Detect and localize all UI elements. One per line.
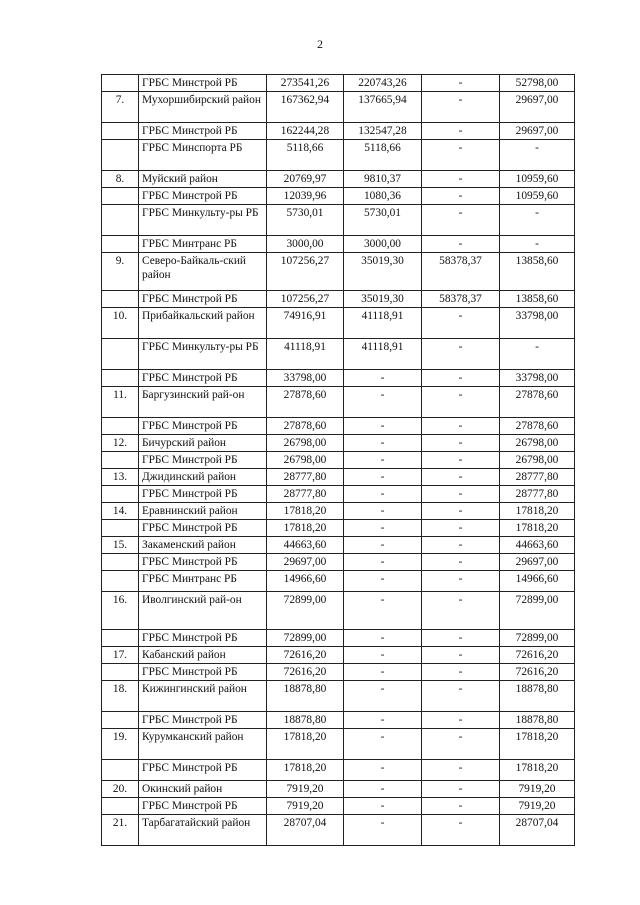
amount-col2-cell: -	[344, 537, 422, 554]
entity-name-cell: Тарбагатайский район	[139, 815, 267, 846]
entity-name-cell: ГРБС Минстрой РБ	[139, 123, 267, 140]
total-amount-cell: 41118,91	[267, 339, 344, 370]
table-row	[102, 435, 575, 452]
amount-col2-cell: -	[344, 520, 422, 537]
total-amount-cell: 107256,27	[267, 253, 344, 291]
table-row	[102, 729, 575, 760]
amount-col4-cell: 28777,80	[500, 486, 575, 503]
amount-col2-cell: -	[344, 592, 422, 630]
amount-col2-cell: -	[344, 781, 422, 798]
table-row	[102, 75, 575, 92]
amount-col2-cell: -	[344, 729, 422, 760]
row-number-cell	[102, 664, 139, 681]
total-amount-cell: 72616,20	[267, 647, 344, 664]
row-number-cell: 17.	[102, 647, 139, 664]
amount-col4-cell: 33798,00	[500, 370, 575, 387]
row-number-cell	[102, 291, 139, 308]
entity-name-cell: ГРБС Минстрой РБ	[139, 798, 267, 815]
amount-col4-cell: 72899,00	[500, 630, 575, 647]
row-number-cell	[102, 798, 139, 815]
amount-col2-cell: -	[344, 554, 422, 571]
amount-col3-cell: -	[422, 520, 500, 537]
amount-col2-cell: 35019,30	[344, 291, 422, 308]
table-row	[102, 815, 575, 846]
amount-col3-cell: -	[422, 308, 500, 339]
amount-col2-cell: -	[344, 664, 422, 681]
row-number-cell: 20.	[102, 781, 139, 798]
amount-col4-cell: 28707,04	[500, 815, 575, 846]
total-amount-cell: 7919,20	[267, 781, 344, 798]
amount-col2-cell: -	[344, 712, 422, 729]
amount-col3-cell: -	[422, 554, 500, 571]
amount-col3-cell: -	[422, 387, 500, 418]
table-row	[102, 664, 575, 681]
row-number-cell: 14.	[102, 503, 139, 520]
amount-col4-cell: 28777,80	[500, 469, 575, 486]
total-amount-cell: 27878,60	[267, 387, 344, 418]
amount-col2-cell: -	[344, 798, 422, 815]
table-row	[102, 339, 575, 370]
amount-col4-cell: 17818,20	[500, 503, 575, 520]
row-number-cell: 16.	[102, 592, 139, 630]
amount-col3-cell: -	[422, 452, 500, 469]
row-number-cell	[102, 418, 139, 435]
amount-col2-cell: -	[344, 647, 422, 664]
row-number-cell	[102, 452, 139, 469]
amount-col3-cell: -	[422, 75, 500, 92]
table-row	[102, 452, 575, 469]
amount-col2-cell: 9810,37	[344, 171, 422, 188]
amount-col4-cell: 17818,20	[500, 520, 575, 537]
amount-col4-cell: 26798,00	[500, 435, 575, 452]
amount-col3-cell: -	[422, 188, 500, 205]
table-row	[102, 291, 575, 308]
amount-col3-cell: -	[422, 503, 500, 520]
table-row	[102, 681, 575, 712]
entity-name-cell: ГРБС Минстрой РБ	[139, 486, 267, 503]
amount-col3-cell: -	[422, 370, 500, 387]
amount-col3-cell: -	[422, 123, 500, 140]
total-amount-cell: 29697,00	[267, 554, 344, 571]
row-number-cell	[102, 571, 139, 592]
amount-col3-cell: 58378,37	[422, 291, 500, 308]
table-row	[102, 140, 575, 171]
amount-col4-cell: 29697,00	[500, 554, 575, 571]
amount-col4-cell: 7919,20	[500, 798, 575, 815]
amount-col3-cell: -	[422, 171, 500, 188]
total-amount-cell: 18878,80	[267, 712, 344, 729]
entity-name-cell: Джидинский район	[139, 469, 267, 486]
amount-col2-cell: -	[344, 370, 422, 387]
total-amount-cell: 107256,27	[267, 291, 344, 308]
row-number-cell: 11.	[102, 387, 139, 418]
amount-col2-cell: -	[344, 503, 422, 520]
amount-col4-cell: 72616,20	[500, 647, 575, 664]
total-amount-cell: 20769,97	[267, 171, 344, 188]
amount-col4-cell: 17818,20	[500, 729, 575, 760]
row-number-cell	[102, 236, 139, 253]
entity-name-cell: Закаменский район	[139, 537, 267, 554]
amount-col2-cell: -	[344, 760, 422, 781]
amount-col3-cell: -	[422, 681, 500, 712]
amount-col2-cell: 41118,91	[344, 339, 422, 370]
amount-col4-cell: 29697,00	[500, 123, 575, 140]
entity-name-cell: ГРБС Минстрой РБ	[139, 520, 267, 537]
amount-col2-cell: 1080,36	[344, 188, 422, 205]
total-amount-cell: 74916,91	[267, 308, 344, 339]
entity-name-cell: ГРБС Минстрой РБ	[139, 188, 267, 205]
amount-col3-cell: -	[422, 537, 500, 554]
total-amount-cell: 27878,60	[267, 418, 344, 435]
table-row	[102, 486, 575, 503]
amount-col4-cell: -	[500, 236, 575, 253]
amount-col4-cell: -	[500, 205, 575, 236]
amount-col3-cell: -	[422, 815, 500, 846]
amount-col4-cell: 14966,60	[500, 571, 575, 592]
amount-col3-cell: 58378,37	[422, 253, 500, 291]
amount-col4-cell: 13858,60	[500, 291, 575, 308]
amount-col4-cell: 27878,60	[500, 418, 575, 435]
amount-col2-cell: 220743,26	[344, 75, 422, 92]
table-row	[102, 712, 575, 729]
amount-col4-cell: 13858,60	[500, 253, 575, 291]
table-row	[102, 647, 575, 664]
total-amount-cell: 7919,20	[267, 798, 344, 815]
table-row	[102, 537, 575, 554]
entity-name-cell: Муйский район	[139, 171, 267, 188]
amount-col4-cell: 18878,80	[500, 712, 575, 729]
amount-col3-cell: -	[422, 630, 500, 647]
entity-name-cell: ГРБС Минстрой РБ	[139, 630, 267, 647]
amount-col3-cell: -	[422, 760, 500, 781]
budget-table	[101, 74, 575, 846]
row-number-cell	[102, 554, 139, 571]
row-number-cell	[102, 140, 139, 171]
amount-col3-cell: -	[422, 469, 500, 486]
row-number-cell: 9.	[102, 253, 139, 291]
total-amount-cell: 72616,20	[267, 664, 344, 681]
amount-col2-cell: 132547,28	[344, 123, 422, 140]
row-number-cell	[102, 123, 139, 140]
row-number-cell	[102, 188, 139, 205]
amount-col3-cell: -	[422, 418, 500, 435]
row-number-cell: 15.	[102, 537, 139, 554]
total-amount-cell: 28777,80	[267, 469, 344, 486]
entity-name-cell: ГРБС Минстрой РБ	[139, 75, 267, 92]
entity-name-cell: ГРБС Минстрой РБ	[139, 291, 267, 308]
amount-col4-cell: 7919,20	[500, 781, 575, 798]
row-number-cell: 13.	[102, 469, 139, 486]
amount-col2-cell: -	[344, 630, 422, 647]
amount-col4-cell: 26798,00	[500, 452, 575, 469]
entity-name-cell: Кабанский район	[139, 647, 267, 664]
total-amount-cell: 17818,20	[267, 729, 344, 760]
row-number-cell	[102, 75, 139, 92]
amount-col3-cell: -	[422, 486, 500, 503]
amount-col2-cell: 5730,01	[344, 205, 422, 236]
entity-name-cell: Окинский район	[139, 781, 267, 798]
entity-name-cell: Курумканский район	[139, 729, 267, 760]
amount-col2-cell: -	[344, 387, 422, 418]
amount-col2-cell: -	[344, 418, 422, 435]
page-number: 2	[317, 37, 323, 51]
row-number-cell: 21.	[102, 815, 139, 846]
total-amount-cell: 18878,80	[267, 681, 344, 712]
row-number-cell: 18.	[102, 681, 139, 712]
entity-name-cell: ГРБС Минстрой РБ	[139, 370, 267, 387]
amount-col2-cell: -	[344, 435, 422, 452]
amount-col2-cell: -	[344, 571, 422, 592]
total-amount-cell: 12039,96	[267, 188, 344, 205]
amount-col3-cell: -	[422, 571, 500, 592]
amount-col3-cell: -	[422, 781, 500, 798]
total-amount-cell: 26798,00	[267, 452, 344, 469]
amount-col4-cell: 17818,20	[500, 760, 575, 781]
amount-col3-cell: -	[422, 729, 500, 760]
amount-col4-cell: 18878,80	[500, 681, 575, 712]
table-row	[102, 171, 575, 188]
total-amount-cell: 17818,20	[267, 760, 344, 781]
table-row	[102, 387, 575, 418]
table-row	[102, 92, 575, 123]
row-number-cell: 8.	[102, 171, 139, 188]
total-amount-cell: 273541,26	[267, 75, 344, 92]
amount-col3-cell: -	[422, 92, 500, 123]
amount-col3-cell: -	[422, 339, 500, 370]
table-row	[102, 798, 575, 815]
amount-col4-cell: 33798,00	[500, 308, 575, 339]
entity-name-cell: ГРБС Минтранс РБ	[139, 236, 267, 253]
table-row	[102, 188, 575, 205]
amount-col4-cell: 29697,00	[500, 92, 575, 123]
amount-col3-cell: -	[422, 798, 500, 815]
amount-col3-cell: -	[422, 435, 500, 452]
row-number-cell	[102, 486, 139, 503]
table-row	[102, 781, 575, 798]
amount-col2-cell: -	[344, 469, 422, 486]
row-number-cell: 12.	[102, 435, 139, 452]
table-row	[102, 469, 575, 486]
total-amount-cell: 5730,01	[267, 205, 344, 236]
amount-col3-cell: -	[422, 140, 500, 171]
entity-name-cell: ГРБС Минкульту-ры РБ	[139, 205, 267, 236]
amount-col2-cell: -	[344, 681, 422, 712]
table-row	[102, 520, 575, 537]
table-row	[102, 760, 575, 781]
total-amount-cell: 17818,20	[267, 503, 344, 520]
table-row	[102, 592, 575, 630]
amount-col2-cell: 41118,91	[344, 308, 422, 339]
total-amount-cell: 5118,66	[267, 140, 344, 171]
amount-col3-cell: -	[422, 664, 500, 681]
table-body	[102, 75, 575, 846]
amount-col4-cell: 72899,00	[500, 592, 575, 630]
amount-col4-cell: 27878,60	[500, 387, 575, 418]
entity-name-cell: Северо-Байкаль-ский район	[139, 253, 267, 291]
total-amount-cell: 28707,04	[267, 815, 344, 846]
table-row	[102, 236, 575, 253]
total-amount-cell: 28777,80	[267, 486, 344, 503]
amount-col4-cell: 10959,60	[500, 171, 575, 188]
row-number-cell: 7.	[102, 92, 139, 123]
entity-name-cell: ГРБС Минстрой РБ	[139, 760, 267, 781]
amount-col2-cell: -	[344, 486, 422, 503]
row-number-cell	[102, 205, 139, 236]
total-amount-cell: 44663,60	[267, 537, 344, 554]
entity-name-cell: ГРБС Минспорта РБ	[139, 140, 267, 171]
entity-name-cell: ГРБС Минстрой РБ	[139, 418, 267, 435]
entity-name-cell: Еравнинский район	[139, 503, 267, 520]
entity-name-cell: ГРБС Минстрой РБ	[139, 554, 267, 571]
entity-name-cell: ГРБС Минтранс РБ	[139, 571, 267, 592]
row-number-cell	[102, 760, 139, 781]
total-amount-cell: 162244,28	[267, 123, 344, 140]
amount-col3-cell: -	[422, 647, 500, 664]
amount-col3-cell: -	[422, 236, 500, 253]
total-amount-cell: 26798,00	[267, 435, 344, 452]
entity-name-cell: Прибайкальский район	[139, 308, 267, 339]
row-number-cell: 19.	[102, 729, 139, 760]
total-amount-cell: 167362,94	[267, 92, 344, 123]
total-amount-cell: 3000,00	[267, 236, 344, 253]
amount-col4-cell: 72616,20	[500, 664, 575, 681]
total-amount-cell: 72899,00	[267, 592, 344, 630]
entity-name-cell: Бичурский район	[139, 435, 267, 452]
row-number-cell	[102, 370, 139, 387]
row-number-cell	[102, 520, 139, 537]
amount-col2-cell: 35019,30	[344, 253, 422, 291]
row-number-cell	[102, 712, 139, 729]
entity-name-cell: ГРБС Минстрой РБ	[139, 664, 267, 681]
table-row	[102, 630, 575, 647]
row-number-cell	[102, 630, 139, 647]
entity-name-cell: Мухоршибирский район	[139, 92, 267, 123]
table-row	[102, 253, 575, 291]
amount-col3-cell: -	[422, 592, 500, 630]
row-number-cell: 10.	[102, 308, 139, 339]
table-row	[102, 571, 575, 592]
entity-name-cell: ГРБС Минстрой РБ	[139, 712, 267, 729]
entity-name-cell: Иволгинский рай-он	[139, 592, 267, 630]
amount-col2-cell: 137665,94	[344, 92, 422, 123]
table-row	[102, 554, 575, 571]
table-row	[102, 205, 575, 236]
entity-name-cell: ГРБС Минкульту-ры РБ	[139, 339, 267, 370]
entity-name-cell: ГРБС Минстрой РБ	[139, 452, 267, 469]
table-row	[102, 418, 575, 435]
amount-col3-cell: -	[422, 712, 500, 729]
entity-name-cell: Баргузинский рай-он	[139, 387, 267, 418]
amount-col4-cell: -	[500, 339, 575, 370]
table-row	[102, 308, 575, 339]
amount-col3-cell: -	[422, 205, 500, 236]
row-number-cell	[102, 339, 139, 370]
total-amount-cell: 33798,00	[267, 370, 344, 387]
amount-col2-cell: -	[344, 452, 422, 469]
amount-col4-cell: 52798,00	[500, 75, 575, 92]
amount-col2-cell: 3000,00	[344, 236, 422, 253]
table-row	[102, 503, 575, 520]
total-amount-cell: 72899,00	[267, 630, 344, 647]
amount-col2-cell: 5118,66	[344, 140, 422, 171]
amount-col2-cell: -	[344, 815, 422, 846]
table-row	[102, 370, 575, 387]
table-row	[102, 123, 575, 140]
entity-name-cell: Кижингинский район	[139, 681, 267, 712]
amount-col4-cell: -	[500, 140, 575, 171]
amount-col4-cell: 10959,60	[500, 188, 575, 205]
amount-col4-cell: 44663,60	[500, 537, 575, 554]
total-amount-cell: 14966,60	[267, 571, 344, 592]
total-amount-cell: 17818,20	[267, 520, 344, 537]
